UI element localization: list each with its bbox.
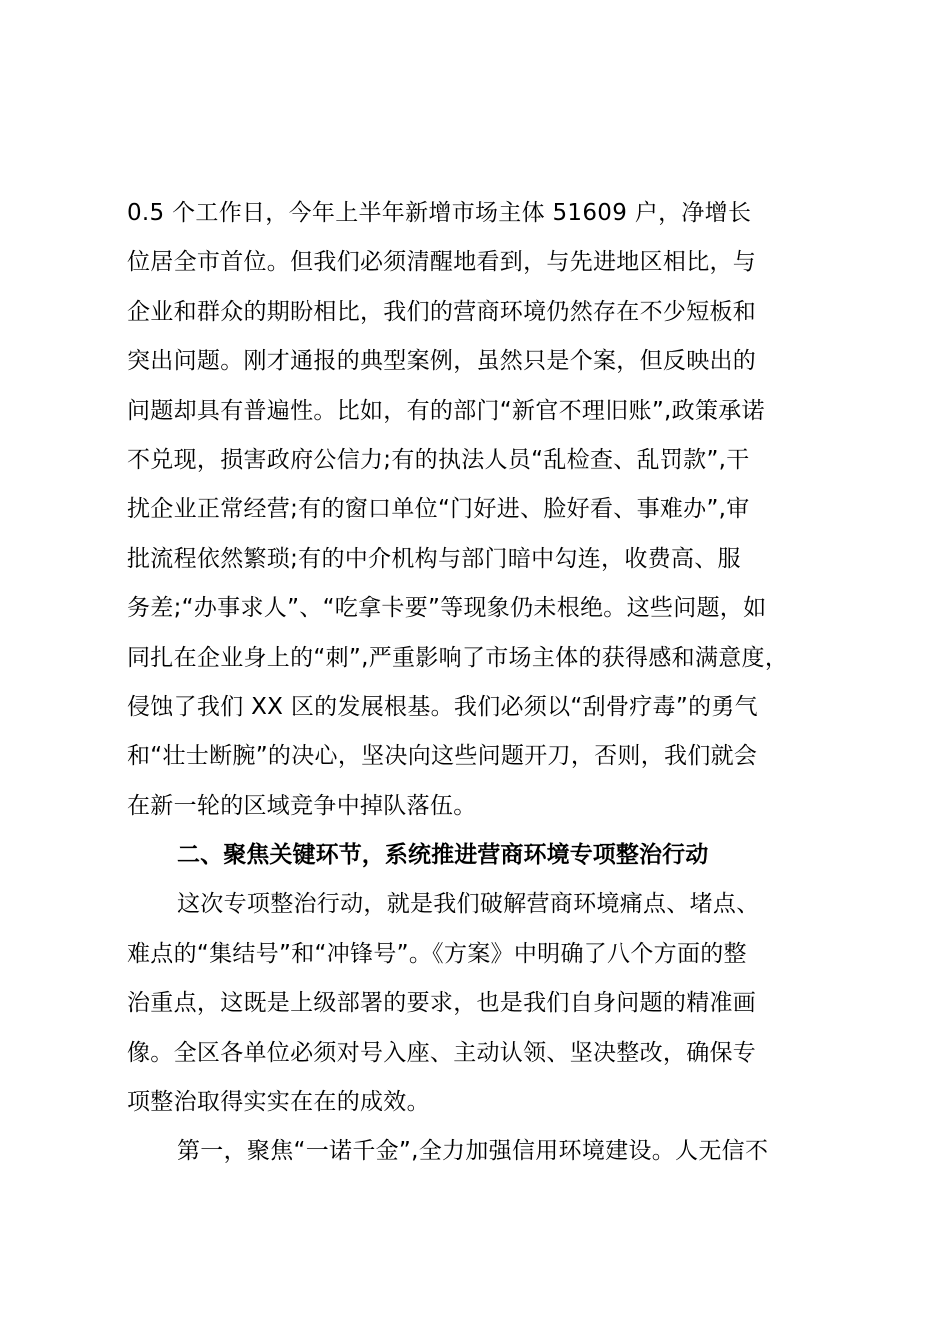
- paragraph-line: 这次专项整治行动，就是我们破解营商环境痛点、堵点、: [177, 891, 760, 918]
- paragraph-line: 0.5 个工作日，今年上半年新增市场主体 51609 户，净增长: [127, 200, 752, 226]
- paragraph-line: 在新一轮的区域竞争中掉队落伍。: [127, 792, 477, 819]
- paragraph-line: 位居全市首位。但我们必须清醒地看到，与先进地区相比，与: [127, 249, 757, 276]
- paragraph-line: 企业和群众的期盼相比，我们的营商环境仍然存在不少短板和: [127, 298, 757, 325]
- paragraph-line: 突出问题。刚才通报的典型案例，虽然只是个案，但反映出的: [127, 348, 757, 375]
- paragraph-line: 第一，聚焦“一诺千金”,全力加强信用环境建设。人无信不: [177, 1138, 769, 1165]
- section-heading: 二、聚焦关键环节，系统推进营商环境专项整治行动: [177, 842, 709, 869]
- document-body: [127, 189, 857, 1177]
- paragraph-line: 同扎在企业身上的“刺”,严重影响了市场主体的获得感和满意度，: [127, 644, 789, 671]
- paragraph-line: 和“壮士断腕”的决心，坚决向这些问题开刀，否则，我们就会: [127, 743, 758, 770]
- paragraph-line: 难点的“集结号”和“冲锋号”。《方案》中明确了八个方面的整: [127, 940, 747, 967]
- paragraph-line: 治重点，这既是上级部署的要求，也是我们自身问题的精准画: [127, 990, 757, 1017]
- paragraph-line: 务差;“办事求人”、“吃拿卡要”等现象仍未根绝。这些问题，如: [127, 595, 767, 622]
- paragraph-line: 侵蚀了我们 XX 区的发展根基。我们必须以“刮骨疗毒”的勇气: [127, 693, 758, 720]
- paragraph-line: 扰企业正常经营;有的窗口单位“门好进、脸好看、事难办”,审: [127, 496, 750, 523]
- paragraph-line: 问题却具有普遍性。比如，有的部门“新官不理旧账”,政策承诺: [127, 397, 765, 424]
- paragraph-line: 项整治取得实实在在的成效。: [127, 1089, 430, 1116]
- paragraph-line: 像。全区各单位必须对号入座、主动认领、坚决整改，确保专: [127, 1039, 757, 1066]
- paragraph-line: 不兑现，损害政府公信力;有的执法人员“乱检查、乱罚款”,干: [127, 446, 750, 473]
- paragraph-line: 批流程依然繁琐;有的中介机构与部门暗中勾连，收费高、服: [127, 545, 741, 572]
